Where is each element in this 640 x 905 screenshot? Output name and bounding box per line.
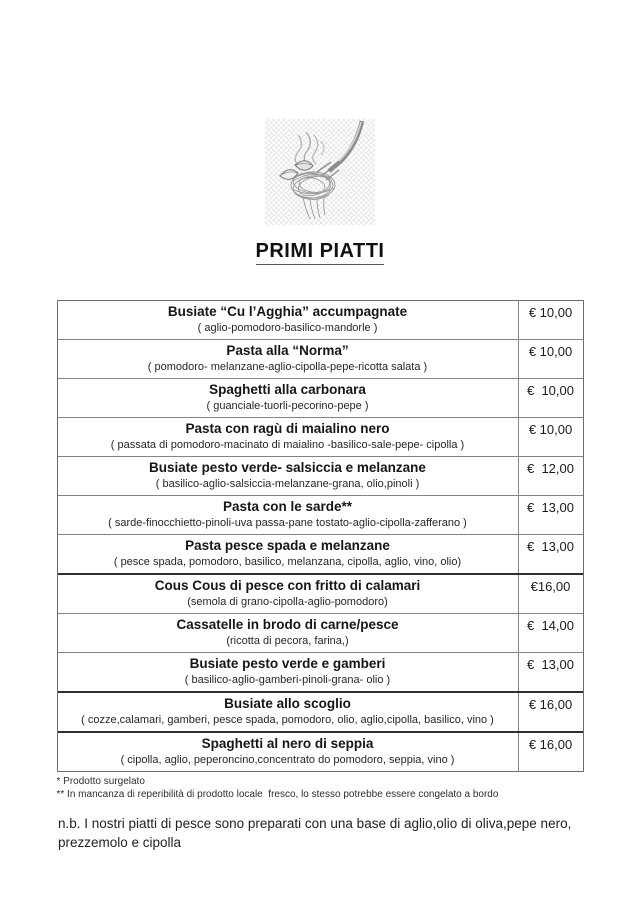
dish-ingredients: ( pomodoro- melanzane-aglio-cipolla-pepe-ricotta salata ) [147,361,428,373]
dish-name: Busiate “Cu l’Agghia” accumpagnate [167,304,408,319]
dish-name: Cous Cous di pesce con fritto di calamari [154,578,421,593]
menu-row [58,731,583,771]
dish-ingredients: (semola di grano-cipolla-aglio-pomodoro) [187,596,388,608]
spaghetti-fork-icon [265,119,375,225]
menu-row [58,613,583,652]
dish-price: € 13,00 [527,657,574,672]
dish-cell [58,340,519,378]
menu-row [58,378,583,417]
footnote-frozen-product: * Prodotto surgelato [56,776,145,787]
menu-row [58,534,583,573]
dish-price: € 13,00 [527,539,574,554]
dish-name: Busiate pesto verde e gamberi [189,656,386,671]
dish-name: Spaghetti alla carbonara [209,382,366,397]
dish-cell [58,614,519,652]
menu-page [0,119,640,852]
dish-ingredients: ( aglio-pomodoro-basilico-mandorle ) [197,322,378,334]
dish-price: € 10,00 [528,344,573,359]
dish-name: Pasta con ragù di maialino nero [185,421,390,436]
dish-ingredients: ( sarde-finocchietto-pinoli-uva passa-pane tostato-aglio-cipolla-zafferano ) [108,517,467,529]
menu-row [58,652,583,691]
dish-price: € 16,00 [528,697,573,712]
dish-name: Spaghetti al nero di seppia [201,736,374,751]
dish-name: Busiate allo scoglio [224,696,351,711]
dish-name: Cassatelle in brodo di carne/pesce [176,617,399,632]
nb-note: n.b. I nostri piatti di pesce sono preparati con una base di aglio,olio di oliva,pepe nero, prezzemolo e cipolla [58,816,572,850]
menu-row [58,456,583,495]
dish-cell [58,575,519,613]
dish-ingredients: ( passata di pomodoro-macinato di maialino -basilico-sale-pepe- cipolla ) [110,439,465,451]
menu-row [58,301,583,339]
dish-name: Pasta alla “Norma” [226,343,349,358]
dish-price: € 16,00 [528,737,573,752]
dish-cell [58,535,519,573]
dish-price: € 10,00 [527,383,574,398]
menu-row [58,339,583,378]
footnotes [57,775,584,801]
dish-cell [58,653,519,691]
dish-ingredients: ( pesce spada, pomodoro, basilico, melanzana, cipolla, aglio, vino, olio) [113,556,462,568]
dish-ingredients: ( cozze,calamari, gamberi, pesce spada, pomodoro, olio, aglio,cipolla, basilico, vino ) [81,714,494,726]
dish-price: € 10,00 [528,422,573,437]
menu-table [57,300,584,772]
dish-price: € 10,00 [528,305,573,320]
dish-ingredients: ( cipolla, aglio, peperoncino,concentrato do pomodoro, seppia, vino ) [120,754,455,766]
dish-cell [58,301,519,339]
dish-price: €16,00 [530,579,571,594]
dish-cell [58,379,519,417]
page-title: PRIMI PIATTI [0,240,640,263]
dish-ingredients: ( basilico-aglio-gamberi-pinoli-grana- olio ) [184,674,391,686]
dish-ingredients: ( basilico-aglio-salsiccia-melanzane-grana, olio,pinoli ) [155,478,420,490]
menu-row [58,495,583,534]
dish-price: € 14,00 [527,618,574,633]
menu-row [58,691,583,731]
menu-row [58,573,583,613]
dish-cell [58,693,519,731]
dish-ingredients: ( guanciale-tuorli-pecorino-pepe ) [206,400,369,412]
dish-price: € 13,00 [527,500,574,515]
dish-cell [58,733,519,771]
dish-name: Pasta con le sarde** [222,499,353,514]
menu-row [58,417,583,456]
dish-cell [58,457,519,495]
dish-price: € 12,00 [527,461,574,476]
dish-name: Pasta pesce spada e melanzane [185,538,390,553]
dish-name: Busiate pesto verde- salsiccia e melanzane [149,460,426,475]
dish-ingredients: (ricotta di pecora, farina,) [226,635,349,647]
dish-cell [58,418,519,456]
spaghetti-fork-illustration [265,119,375,225]
dish-cell [58,496,519,534]
footnote-local-product: ** In mancanza di reperibilità di prodotto locale fresco, lo stesso potrebbe essere congelato a bordo [56,789,499,800]
